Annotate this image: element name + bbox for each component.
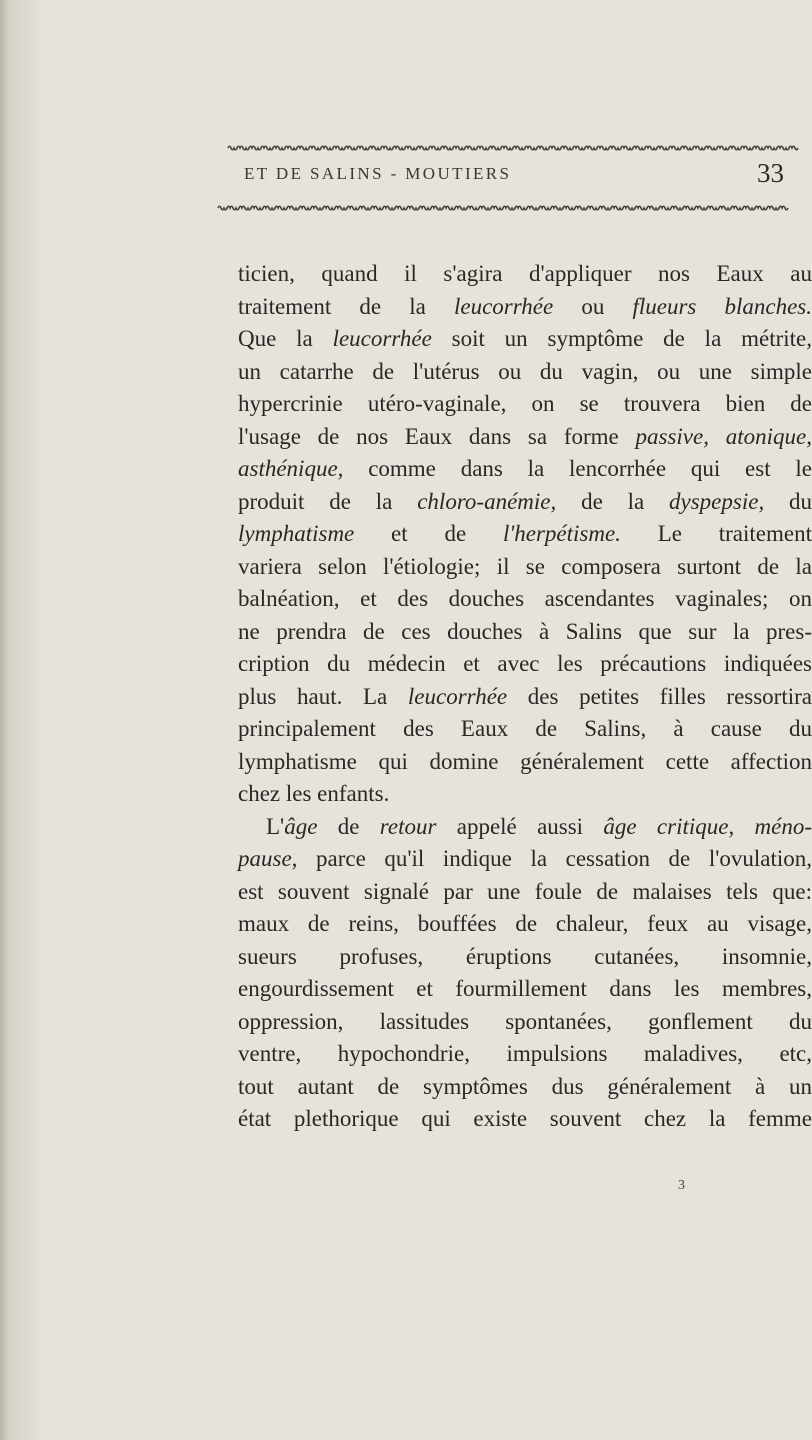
text-run: est souvent signalé par une foule de malaises tels que:: [238, 878, 812, 904]
text-run: engourdissement et fourmillement dans les membres,: [238, 976, 812, 1001]
text-run: principalement des Eaux de Salins, à cause du: [238, 716, 812, 741]
text-run: , de la: [550, 488, 670, 514]
italic-phrase: leucorrhée: [407, 683, 508, 709]
italic-phrase: âge: [284, 813, 318, 839]
page-number: 33: [757, 158, 784, 188]
text-run: variera selon l'étiologie; il se composera surtont de la: [238, 553, 812, 579]
italic-phrase: passive, atonique,: [635, 423, 812, 449]
text-line: [238, 356, 812, 389]
italic-phrase: âge critique, méno-: [603, 813, 812, 839]
text-line: [238, 518, 812, 551]
text-run: Le traitement: [620, 521, 812, 546]
text-run: un catarrhe de l'utérus ou du vagin, ou une simple: [238, 358, 812, 384]
body-text: [238, 258, 812, 1136]
text-line: [238, 648, 812, 681]
text-run: et de: [354, 521, 503, 546]
italic-phrase: chloro-anémie: [417, 488, 551, 514]
text-run: soit un symptôme de la métrite,: [431, 326, 812, 351]
text-run: comme dans la lencorrhée qui est le: [343, 456, 812, 481]
text-line: [238, 583, 812, 616]
text-line: [238, 1006, 812, 1039]
text-run: hypercrinie utéro-vaginale, on se trouvera bien de: [238, 391, 812, 416]
text-line: [238, 1103, 812, 1136]
italic-phrase: retour: [379, 813, 437, 839]
text-run: , du: [758, 488, 812, 514]
italic-phrase: l'herpétisme.: [502, 521, 621, 546]
text-run: de: [317, 813, 380, 839]
text-run: ticien, quand il s'agira d'appliquer nos Eaux au: [238, 261, 812, 286]
bottom-ornamental-rule: [218, 204, 786, 212]
text-line: [238, 876, 812, 909]
italic-phrase: lymphatisme: [238, 521, 355, 546]
text-line: [238, 453, 812, 486]
text-run: maux de reins, bouffées de chaleur, feux au visage,: [238, 911, 812, 936]
text-line: [238, 421, 812, 454]
italic-phrase: asthénique,: [238, 456, 344, 481]
text-run: oppression, lassitudes spontanées, gonflement du: [238, 1008, 812, 1034]
text-line: [238, 746, 812, 779]
running-head-title: ET DE SALINS - MOUTIERS: [244, 164, 512, 183]
text-run: lymphatisme qui domine généralement cette affection: [238, 748, 812, 774]
text-line: [238, 778, 812, 811]
text-run: ou: [553, 293, 633, 319]
text-run: parce qu'il indique la cessation de l'ovulation,: [297, 846, 812, 871]
text-run: Que la: [238, 326, 333, 351]
italic-phrase: flueurs blanches.: [632, 293, 812, 319]
text-line: [238, 713, 812, 746]
text-run: plus haut. La: [238, 683, 408, 709]
text-line: [238, 486, 812, 519]
text-line: [238, 616, 812, 649]
signature-mark: 3: [678, 1178, 685, 1193]
text-run: ne prendra de ces douches à Salins que sur la pres-: [238, 618, 812, 644]
italic-phrase: dyspepsie: [669, 488, 759, 514]
text-run: état plethorique qui existe souvent chez la femme: [238, 1106, 812, 1131]
gutter-shadow: [0, 0, 8, 1440]
text-line: [238, 551, 812, 584]
text-run: chez les enfants.: [238, 781, 390, 806]
text-line: [238, 323, 812, 356]
text-line: [238, 973, 812, 1006]
text-line: [238, 291, 812, 324]
text-run: l'usage de nos Eaux dans sa forme: [238, 423, 636, 449]
italic-phrase: leucorrhée: [453, 293, 554, 319]
text-run: produit de la: [238, 488, 418, 514]
text-run: sueurs profuses, éruptions cutanées, insomnie,: [238, 943, 812, 969]
text-line: [238, 908, 812, 941]
text-line: [238, 941, 812, 974]
text-line: [238, 843, 812, 876]
text-line: [238, 388, 812, 421]
text-run: tout autant de symptômes dus généralement à un: [238, 1073, 812, 1099]
text-run: ventre, hypochondrie, impulsions maladives, etc,: [238, 1041, 812, 1066]
text-run: cription du médecin et avec les précautions indiquées: [238, 651, 812, 676]
running-head: [244, 160, 784, 190]
text-line: [238, 1038, 812, 1071]
top-ornamental-rule: [228, 144, 796, 152]
italic-phrase: leucorrhée: [332, 326, 432, 351]
text-line: [238, 1071, 812, 1104]
italic-phrase: pause,: [238, 846, 298, 871]
text-run: des petites filles ressortira: [507, 683, 812, 709]
text-line: [238, 681, 812, 714]
text-run: L': [266, 813, 285, 839]
text-line: [238, 258, 812, 291]
text-line: [238, 811, 812, 844]
text-run: balnéation, et des douches ascendantes vaginales; on: [238, 586, 812, 611]
text-run: traitement de la: [238, 293, 454, 319]
text-run: appelé aussi: [436, 813, 604, 839]
